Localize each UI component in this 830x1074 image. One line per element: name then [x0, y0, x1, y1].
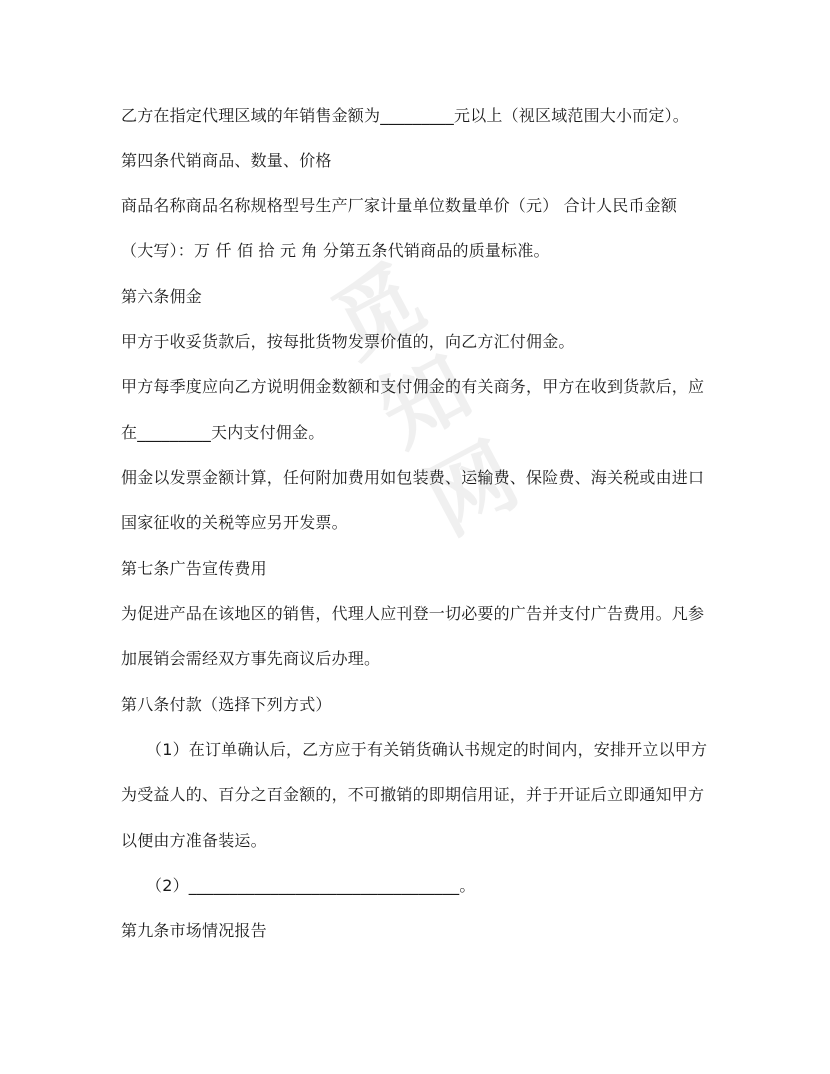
- heading-article-4: 第四条代销商品、数量、价格: [121, 151, 332, 170]
- watermark-text: 觅 知 网: [316, 247, 534, 554]
- text-line-payment-1: （1）在订单确认后，乙方应于有关销货确认书规定的时间内，安排开立以甲方: [146, 740, 708, 759]
- text-line-advertising-1: 为促进产品在该地区的销售，代理人应刊登一切必要的广告并支付广告费用。凡参: [121, 604, 705, 623]
- text-line-commission-3: 在_________天内支付佣金。: [121, 423, 325, 442]
- heading-article-9: 第九条市场情况报告: [121, 921, 267, 940]
- heading-article-6: 第六条佣金: [121, 287, 203, 306]
- text-line-commission-2: 甲方每季度应向乙方说明佣金数额和支付佣金的有关商务，甲方在收到货款后，应: [121, 377, 705, 396]
- heading-article-7: 第七条广告宣传费用: [121, 559, 267, 578]
- text-line-amount-uppercase: （大写）：万 仟 佰 拾 元 角 分第五条代销商品的质量标准。: [121, 241, 550, 260]
- text-line-commission-4: 佣金以发票金额计算，任何附加费用如包装费、运输费、保险费、海关税或由进口: [121, 468, 705, 487]
- text-line-commission-1: 甲方于收妥货款后，按每批货物发票价值的，向乙方汇付佣金。: [121, 332, 575, 351]
- text-line-goods-table-header: 商品名称商品名称规格型号生产厂家计量单位数量单价（元） 合计人民币金额: [121, 196, 678, 215]
- text-line-payment-option-2: （2）_________________________________。: [146, 876, 476, 895]
- text-line-sales-amount: 乙方在指定代理区域的年销售金额为_________元以上（视区域范围大小而定）。: [121, 106, 690, 125]
- heading-article-8: 第八条付款（选择下列方式）: [121, 695, 332, 714]
- text-line-payment-2: 为受益人的、百分之百金额的，不可撤销的即期信用证，并于开证后立即通知甲方: [121, 785, 705, 804]
- text-line-payment-3: 以便由方准备装运。: [121, 831, 267, 850]
- text-line-advertising-2: 加展销会需经双方事先商议后办理。: [121, 649, 381, 668]
- watermark: [240, 208, 620, 613]
- text-line-commission-5: 国家征收的关税等应另开发票。: [121, 513, 348, 532]
